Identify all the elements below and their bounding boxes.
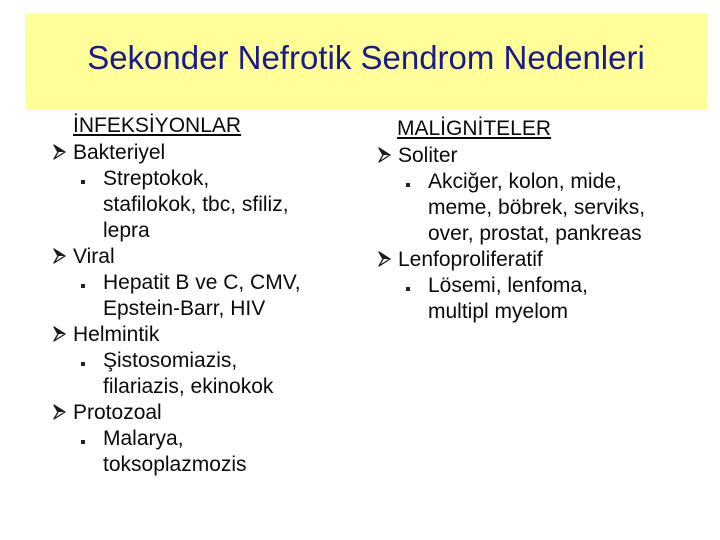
square-dot-icon [81, 180, 85, 184]
item-label: Bakteriyel [73, 141, 166, 164]
arrow-bullet-icon [378, 146, 392, 164]
sub-item-line: stafilokok, tbc, sfiliz, [103, 193, 289, 216]
item-label: Viral [73, 245, 115, 268]
list-item [55, 400, 355, 426]
malignancies-heading: MALİGNİTELER [397, 117, 552, 140]
square-dot-icon [81, 284, 85, 288]
sub-item-line: Epstein-Barr, HIV [103, 297, 266, 320]
list-item [380, 143, 700, 169]
item-label: Protozoal [73, 401, 162, 424]
infections-column [55, 113, 355, 478]
title-bar [25, 13, 707, 110]
sub-item-line: over, prostat, pankreas [428, 222, 642, 245]
sub-item-line: multipl myelom [428, 300, 569, 323]
arrow-bullet-icon [53, 325, 67, 343]
item-label: Soliter [398, 144, 458, 167]
sub-item-line: Malarya, [103, 427, 184, 450]
malignancies-list [380, 143, 700, 325]
arrow-bullet-icon [378, 250, 392, 268]
sub-item-line: Streptokok, [103, 167, 210, 190]
sub-item [380, 273, 700, 325]
sub-item-line: lepra [103, 219, 150, 242]
arrow-bullet-icon [53, 403, 67, 421]
sub-item-line: Şistosomiazis, [103, 349, 238, 372]
sub-item-line: filariazis, ekinokok [103, 375, 274, 398]
arrow-bullet-icon [53, 143, 67, 161]
item-label: Lenfoproliferatif [398, 248, 543, 271]
sub-item-line: Hepatit B ve C, CMV, [103, 271, 301, 294]
square-dot-icon [81, 440, 85, 444]
sub-item-line: Lösemi, lenfoma, [428, 274, 588, 297]
sub-item [55, 270, 355, 322]
sub-item-line: toksoplazmozis [103, 453, 247, 476]
list-item [55, 322, 355, 348]
infections-heading: İNFEKSİYONLAR [73, 114, 242, 137]
sub-item [380, 169, 700, 247]
list-item [55, 244, 355, 270]
sub-item [55, 426, 355, 478]
list-item [55, 140, 355, 166]
malignancies-column [380, 113, 700, 325]
square-dot-icon [406, 287, 410, 291]
square-dot-icon [406, 183, 410, 187]
list-item [380, 247, 700, 273]
sub-item-line: Akciğer, kolon, mide, [428, 170, 622, 193]
sub-item [55, 166, 355, 244]
infections-list [55, 140, 355, 478]
arrow-bullet-icon [53, 247, 67, 265]
slide-title: Sekonder Nefrotik Sendrom Nedenleri [87, 39, 645, 76]
item-label: Helmintik [73, 323, 160, 346]
square-dot-icon [81, 362, 85, 366]
sub-item-line: meme, böbrek, serviks, [428, 196, 646, 219]
sub-item [55, 348, 355, 400]
